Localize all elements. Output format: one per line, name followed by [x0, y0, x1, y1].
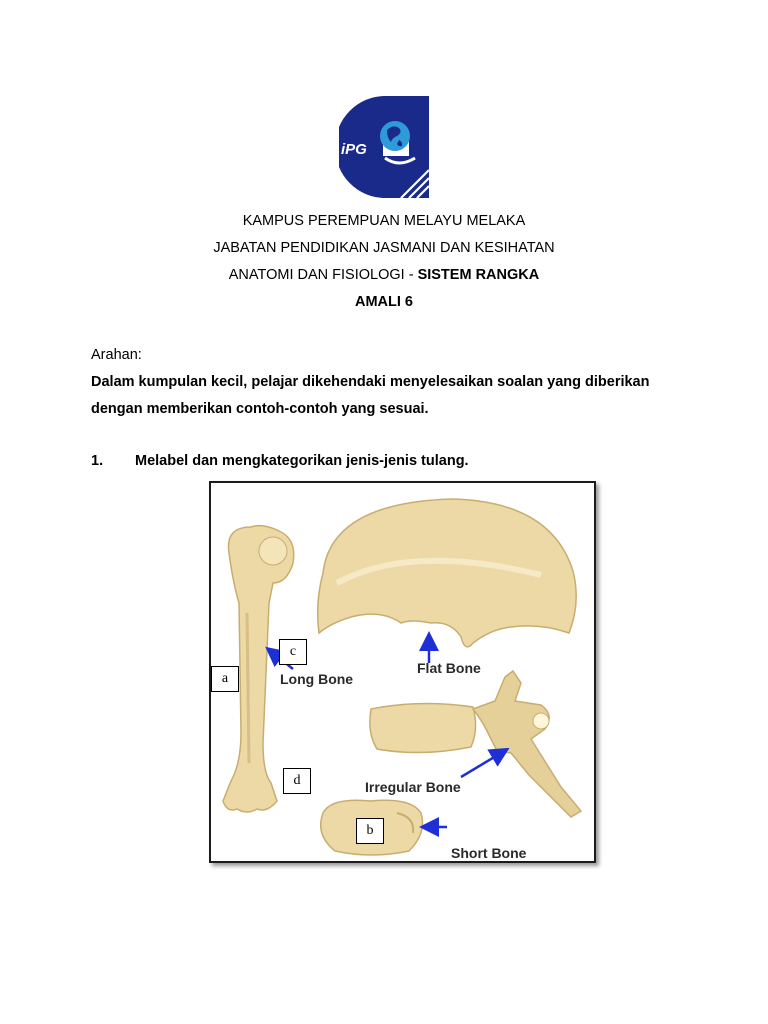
question-number: 1. [91, 453, 104, 469]
topic-title: SISTEM RANGKA [417, 267, 540, 283]
department-name: JABATAN PENDIDIKAN JASMANI DAN KESIHATAN [213, 240, 555, 256]
instructions-line-1: Dalam kumpulan kecil, pelajar dikehendaki menyelesaikan soalan yang diberikan [91, 374, 650, 390]
campus-name: KAMPUS PEREMPUAN MELAYU MELAKA [242, 213, 526, 229]
irregular-bone-arrow [461, 753, 501, 777]
instructions-line-2: dengan memberikan contoh-contoh yang sesuai. [91, 401, 429, 417]
flat-bone-label: Flat Bone [417, 660, 481, 676]
answer-box-a[interactable]: a [211, 666, 239, 692]
practical-title: AMALI 6 [355, 294, 413, 310]
short-bone-label: Short Bone [451, 845, 527, 861]
answer-box-b[interactable]: b [356, 818, 384, 844]
answer-box-d[interactable]: d [283, 768, 311, 794]
course-title-prefix: ANATOMI DAN FISIOLOGI - [228, 267, 418, 283]
instructions-heading: Arahan: [91, 347, 142, 363]
irregular-bone-label: Irregular Bone [365, 779, 461, 795]
flat-bone-shape [318, 499, 577, 647]
irregular-bone-shape [370, 671, 581, 817]
logo-text: iPG [341, 141, 367, 158]
course-title [0, 266, 768, 284]
ipg-logo-icon [339, 94, 431, 202]
answer-box-c[interactable]: c [279, 639, 307, 665]
question-text: Melabel dan mengkategorikan jenis-jenis tulang. [135, 453, 469, 469]
bone-illustration [211, 483, 594, 861]
bone-types-figure [209, 481, 596, 863]
long-bone-label: Long Bone [280, 671, 354, 687]
